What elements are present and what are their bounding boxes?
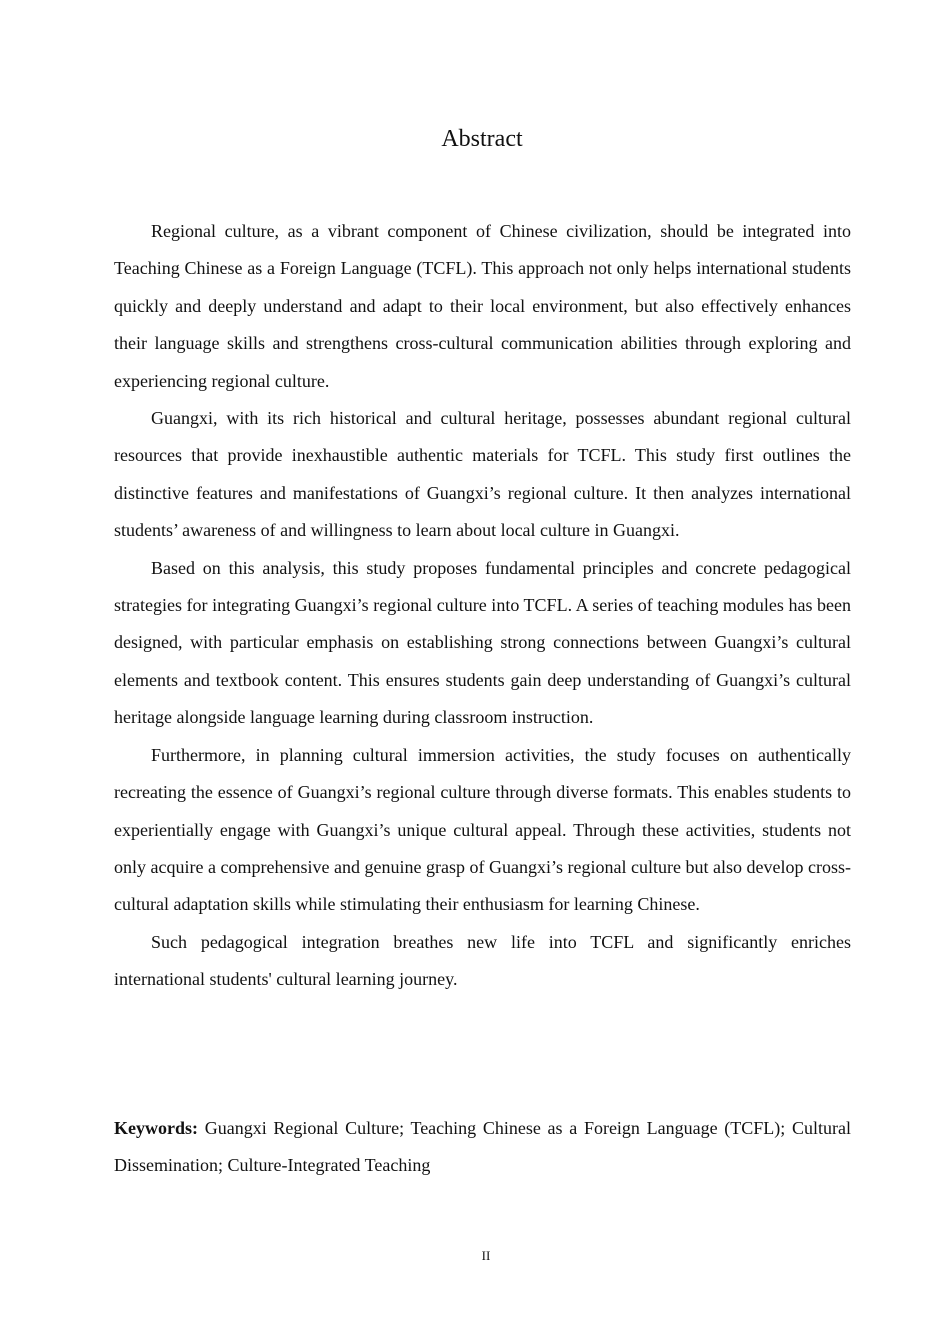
keywords-section: [114, 1110, 851, 1185]
keywords-label: Keywords:: [114, 1118, 198, 1138]
abstract-paragraph-3: Based on this analysis, this study proposes fundamental principles and concrete pedagogical strategies for integrating Guangxi’s regional culture into TCFL. A series of teaching modules has been designed, with particular emphasis on establishing strong connections between Guangxi’s cultural elements and textbook content. This ensures students gain deep understanding of Guangxi’s cultural heritage alongside language learning during classroom instruction.: [114, 557, 851, 728]
abstract-paragraph-1: Regional culture, as a vibrant component of Chinese civilization, should be integrated into Teaching Chinese as a Foreign Language (TCFL). This approach not only helps international students quickly and deeply understand and adapt to their local environment, but also effectively enhances their language skills and strengthens cross-cultural communication abilities through exploring and experiencing regional culture.: [114, 221, 851, 391]
abstract-paragraph-4: Furthermore, in planning cultural immersion activities, the study focuses on authentically recreating the essence of Guangxi’s regional culture through diverse formats. This enables students to experientially engage with Guangxi’s unique cultural appeal. Through these activities, students not only acquire a comprehensive and genuine grasp of Guangxi’s regional culture but also develop cross-cultural adaptation skills while stimulating their enthusiasm for learning Chinese.: [114, 744, 851, 915]
keywords-text: Guangxi Regional Culture; Teaching Chinese as a Foreign Language (TCFL); Cultural Dissemination; Culture-Integrated Teaching: [114, 1118, 851, 1176]
abstract-body: [114, 213, 851, 999]
page-title: Abstract: [441, 126, 523, 152]
page-number: II: [481, 1248, 491, 1263]
abstract-paragraph-5: Such pedagogical integration breathes new life into TCFL and significantly enriches international students' cultural learning journey.: [114, 931, 851, 990]
abstract-paragraph-2: Guangxi, with its rich historical and cultural heritage, possesses abundant regional cultural resources that provide inexhaustible authentic materials for TCFL. This study first outlines the distinctive features and manifestations of Guangxi’s regional culture. It then analyzes international students’ awareness of and willingness to learn about local culture in Guangxi.: [114, 408, 851, 541]
